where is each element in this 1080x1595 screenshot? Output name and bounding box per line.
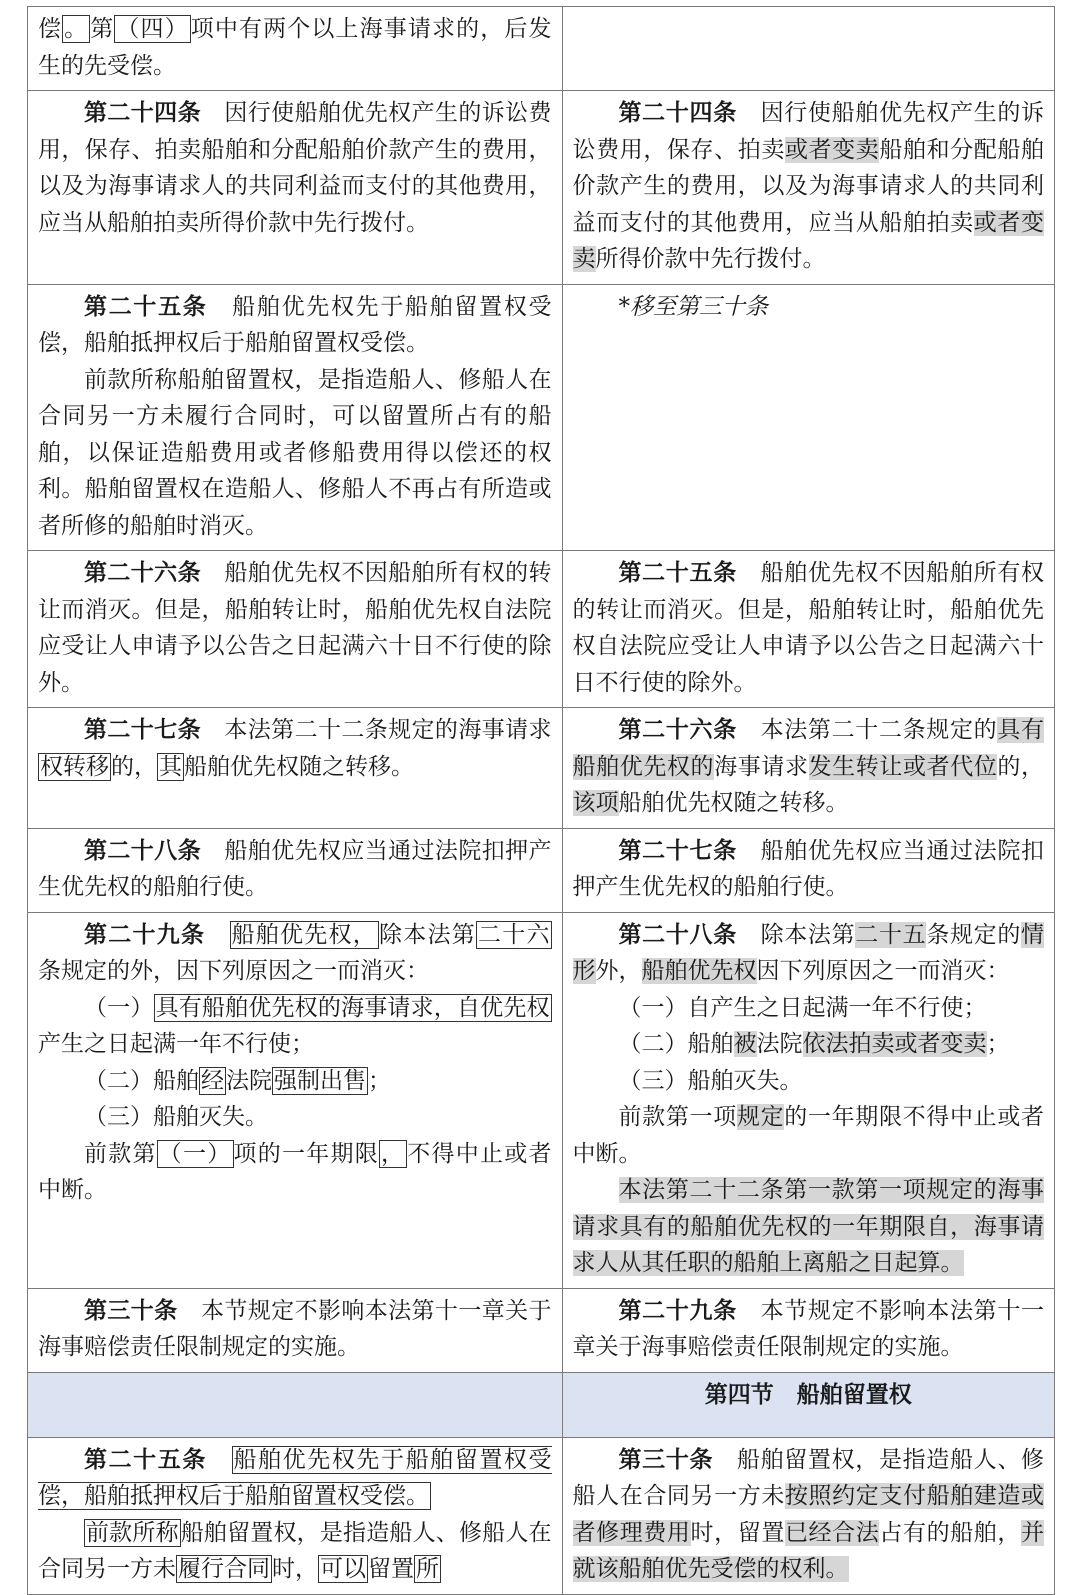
paragraph — [38, 1442, 552, 1515]
old-law-cell — [28, 1288, 563, 1372]
text-segment: 法院 — [756, 1031, 803, 1057]
boxed-change: 履行合同 — [178, 1556, 270, 1582]
text-segment: 船舶优先权随之转移。 — [618, 790, 849, 816]
highlighted-change: 或者变卖 — [784, 136, 880, 163]
boxed-change: 前款所称 — [86, 1519, 179, 1546]
text-segment: 因行使船舶优先权产生的诉讼费用，保存、拍卖船舶和分配船舶价款产生的费用，以及为海事请求人的共同利益而支付的其他费用，应当从船舶拍卖所得价款中先行拨付。 — [38, 100, 552, 236]
old-law-cell — [28, 7, 563, 91]
text-segment: 前款第 — [84, 1140, 157, 1167]
text-segment: 所得价款中先行拨付。 — [595, 246, 826, 272]
new-law-cell — [562, 828, 1055, 912]
text-segment: 偿 — [38, 16, 63, 42]
text-segment: （三）船舶灭失。 — [84, 1104, 268, 1130]
text-segment: 因下列原因之一而消灭： — [756, 958, 1010, 984]
text-segment: 船舶优先权随之转移。 — [184, 753, 414, 780]
article-number: 第二十五条 — [618, 560, 737, 586]
text-segment: 因行使船舶优先权产生的诉讼费用，保存、拍卖 — [572, 100, 1045, 163]
text-segment — [205, 922, 229, 948]
table-row — [28, 828, 1055, 912]
text-segment — [207, 1447, 232, 1473]
table-row — [28, 91, 1055, 285]
new-law-cell — [562, 912, 1055, 1288]
new-law-cell — [562, 708, 1055, 829]
highlighted-change: 二十五 — [855, 921, 927, 948]
text-segment: 本节规定不影响本法第十一章关于海事赔偿责任限制规定的实施。 — [572, 1297, 1045, 1360]
paragraph — [38, 95, 552, 241]
boxed-change: 权转移 — [40, 753, 109, 780]
table-row — [28, 1288, 1055, 1372]
text-segment: 海事请求 — [714, 753, 809, 780]
article-number: 第三十条 — [618, 1446, 714, 1473]
paragraph — [573, 712, 1045, 822]
paragraph — [573, 95, 1045, 278]
text-segment: 除本法第 — [736, 921, 856, 948]
article-number: 第三十条 — [84, 1297, 178, 1324]
new-law-cell — [562, 1437, 1055, 1594]
highlighted-change: 依法拍卖或者变卖 — [802, 1031, 987, 1057]
text-segment: 项中有两个以上海事请求的，后发生的先受偿。 — [38, 16, 552, 79]
article-number: 第二十八条 — [84, 837, 201, 864]
text-segment: 的一年期限不得中止或者中断。 — [572, 1104, 1045, 1167]
table-row — [28, 551, 1055, 708]
text-segment: ； — [986, 1031, 1010, 1057]
old-law-cell — [28, 551, 563, 708]
old-law-cell — [28, 1437, 563, 1594]
text-segment: 条规定的外，因下列原因之一而消灭： — [38, 958, 429, 984]
boxed-change: 强制出售 — [274, 1067, 366, 1094]
paragraph — [38, 990, 552, 1063]
article-number: 第二十九条 — [618, 1297, 737, 1324]
new-law-cell — [562, 91, 1055, 285]
paragraph — [38, 1293, 552, 1366]
text-segment: （一）自产生之日起满一年不行使； — [618, 994, 987, 1021]
paragraph — [38, 917, 552, 990]
boxed-change: 其 — [159, 753, 182, 780]
paragraph — [38, 1063, 552, 1100]
boxed-change: 二十六 — [478, 921, 550, 948]
text-segment: 时，留置 — [690, 1519, 785, 1546]
highlighted-change: 并就该船舶优先受偿的权利。 — [572, 1519, 1045, 1582]
paragraph — [573, 1293, 1045, 1366]
text-segment: 留置 — [368, 1556, 414, 1582]
boxed-change: 具有船舶优先权的海事请求，自优先权 — [155, 994, 550, 1021]
text-segment: 除本法第 — [379, 921, 476, 948]
text-segment: 船舶留置权，是指造船人、修船人在合同另一方未 — [38, 1519, 552, 1582]
article-number: 第二十四条 — [618, 100, 737, 126]
article-number: 第二十五条 — [84, 1446, 207, 1473]
highlighted-change: 按照约定支付船舶建造或者修理费用 — [572, 1483, 1045, 1546]
paragraph — [573, 1026, 1045, 1063]
text-segment: 时， — [272, 1556, 318, 1582]
text-segment: （三）船舶灭失。 — [618, 1067, 803, 1094]
text-segment: 船舶优先权应当通过法院扣押产生优先权的船舶行使。 — [572, 837, 1045, 900]
text-segment: 本节规定不影响本法第十一章关于海事赔偿责任限制规定的实施。 — [38, 1297, 552, 1360]
article-number: 第二十六条 — [84, 560, 201, 586]
table-row — [28, 7, 1055, 91]
highlighted-change: 该项 — [572, 790, 619, 816]
comparison-table — [27, 6, 1055, 1595]
highlighted-change: 或者变卖 — [572, 209, 1045, 272]
highlighted-change: 被 — [733, 1031, 757, 1057]
paragraph — [38, 712, 552, 785]
highlighted-change: 规定 — [736, 1104, 785, 1130]
old-law-cell — [28, 1372, 563, 1437]
boxed-change: 。 — [64, 16, 89, 42]
new-law-cell — [562, 7, 1055, 91]
paragraph — [573, 990, 1045, 1027]
text-segment: 不得中止或者中断。 — [38, 1140, 552, 1203]
text-segment: 的， — [997, 753, 1045, 780]
paragraph — [38, 555, 552, 701]
paragraph — [38, 1136, 552, 1209]
text-segment: 前款第一项 — [618, 1104, 737, 1130]
paragraph — [38, 1515, 552, 1588]
article-number: 第二十五条 — [84, 293, 208, 320]
table-row — [28, 284, 1055, 551]
highlighted-change: 本法第二十二条第一款第一项规定的海事请求具有的船舶优先权的一年期限自，海事请求人从其任职的船舶上离船之日起算。 — [572, 1177, 1044, 1276]
paragraph — [38, 833, 552, 906]
paragraph — [573, 833, 1045, 906]
new-law-cell — [562, 1372, 1055, 1437]
paragraph — [573, 555, 1045, 701]
old-law-cell — [28, 284, 563, 551]
highlighted-change: 船舶优先权 — [641, 958, 757, 984]
boxed-change: 可以 — [320, 1556, 366, 1582]
article-number: 第二十四条 — [84, 100, 201, 126]
paragraph — [573, 1063, 1045, 1100]
boxed-change: 经 — [201, 1067, 224, 1094]
text-segment: 外， — [595, 958, 642, 984]
boxed-change: （一） — [158, 1140, 232, 1167]
table-row — [28, 708, 1055, 829]
table-row — [28, 912, 1055, 1288]
highlighted-change: 情形 — [572, 921, 1045, 984]
old-law-cell — [28, 91, 563, 285]
text-segment: 前款所称船舶留置权，是指造船人、修船人在合同另一方未履行合同时，可以留置所占有的船舶，以保证造船费用或者修船费用得以偿还的权利。船舶留置权在造船人、修船人不再占有所造或者所修的船舶时消灭。 — [38, 366, 552, 539]
new-law-cell — [562, 284, 1055, 551]
moved-note: *移至第三十条 — [618, 293, 768, 320]
boxed-change: 所 — [416, 1556, 439, 1582]
text-segment: （一） — [84, 994, 154, 1021]
boxed-change: 船舶优先权， — [231, 921, 377, 948]
text-segment: 船舶优先权不因船舶所有权的转让而消灭。但是，船舶转让时，船舶优先权自法院应受让人申请予以公告之日起满六十日不行使的除外。 — [572, 560, 1045, 696]
article-number: 第二十六条 — [618, 717, 737, 743]
paragraph — [573, 1442, 1045, 1588]
old-law-cell — [28, 828, 563, 912]
boxed-change: （四） — [116, 16, 189, 42]
article-number: 第二十七条 — [618, 837, 737, 864]
paragraph — [38, 1099, 552, 1136]
text-segment: （二）船舶 — [618, 1031, 734, 1057]
text-segment: 本法第二十二条规定的海事请求 — [200, 717, 552, 743]
paragraph — [573, 1099, 1045, 1172]
new-law-cell — [562, 1288, 1055, 1372]
paragraph — [38, 11, 552, 84]
old-law-cell — [28, 708, 563, 829]
paragraph — [38, 289, 552, 362]
section-header-row — [28, 1372, 1055, 1437]
text-segment: 本法第二十二条规定的 — [736, 717, 998, 743]
text-segment: 法院 — [226, 1067, 272, 1094]
text-segment: 船舶和分配船舶价款产生的费用，以及为海事请求人的共同利益而支付的其他费用，应当从船舶拍卖 — [572, 136, 1045, 236]
section-title: 第四节 船舶留置权 — [704, 1381, 912, 1408]
text-segment: 船舶优先权不因船舶所有权的转让而消灭。但是，船舶转让时，船舶优先权自法院应受让人申请予以公告之日起满六十日不行使的除外。 — [38, 560, 552, 696]
text-segment: 的， — [111, 753, 157, 780]
table-row — [28, 1437, 1055, 1594]
article-number: 第二十七条 — [84, 717, 201, 743]
article-number: 第二十九条 — [84, 921, 206, 948]
old-law-cell — [28, 912, 563, 1288]
highlighted-change: 发生转让或者代位 — [808, 753, 998, 780]
paragraph — [38, 362, 552, 545]
text-segment: 船舶优先权应当通过法院扣押产生优先权的船舶行使。 — [38, 837, 552, 900]
text-segment: ； — [368, 1067, 391, 1094]
text-segment: 产生之日起满一年不行使； — [38, 1031, 314, 1057]
text-segment: 占有的船舶， — [879, 1519, 1022, 1546]
paragraph — [573, 1172, 1045, 1282]
text-segment: 船舶优先权先于船舶留置权受偿，船舶抵押权后于船舶留置权受偿。 — [38, 293, 552, 356]
text-segment: 第 — [90, 16, 115, 42]
paragraph — [573, 917, 1045, 990]
boxed-change: ， — [381, 1140, 406, 1167]
text-segment: （二）船舶 — [84, 1067, 199, 1094]
highlighted-change: 具有船舶优先权的 — [572, 717, 1045, 780]
text-segment: 条规定的 — [926, 921, 1022, 948]
article-number: 第二十八条 — [618, 921, 737, 948]
highlighted-change: 已经合法 — [784, 1519, 880, 1546]
boxed-change: 船舶优先权先于船舶留置权受偿，船舶抵押权后于船舶留置权受偿。 — [38, 1446, 552, 1509]
text-segment: 项的一年期限 — [233, 1140, 379, 1167]
new-law-cell — [562, 551, 1055, 708]
text-segment: 船舶留置权，是指造船人、修船人在合同另一方未 — [572, 1446, 1045, 1509]
